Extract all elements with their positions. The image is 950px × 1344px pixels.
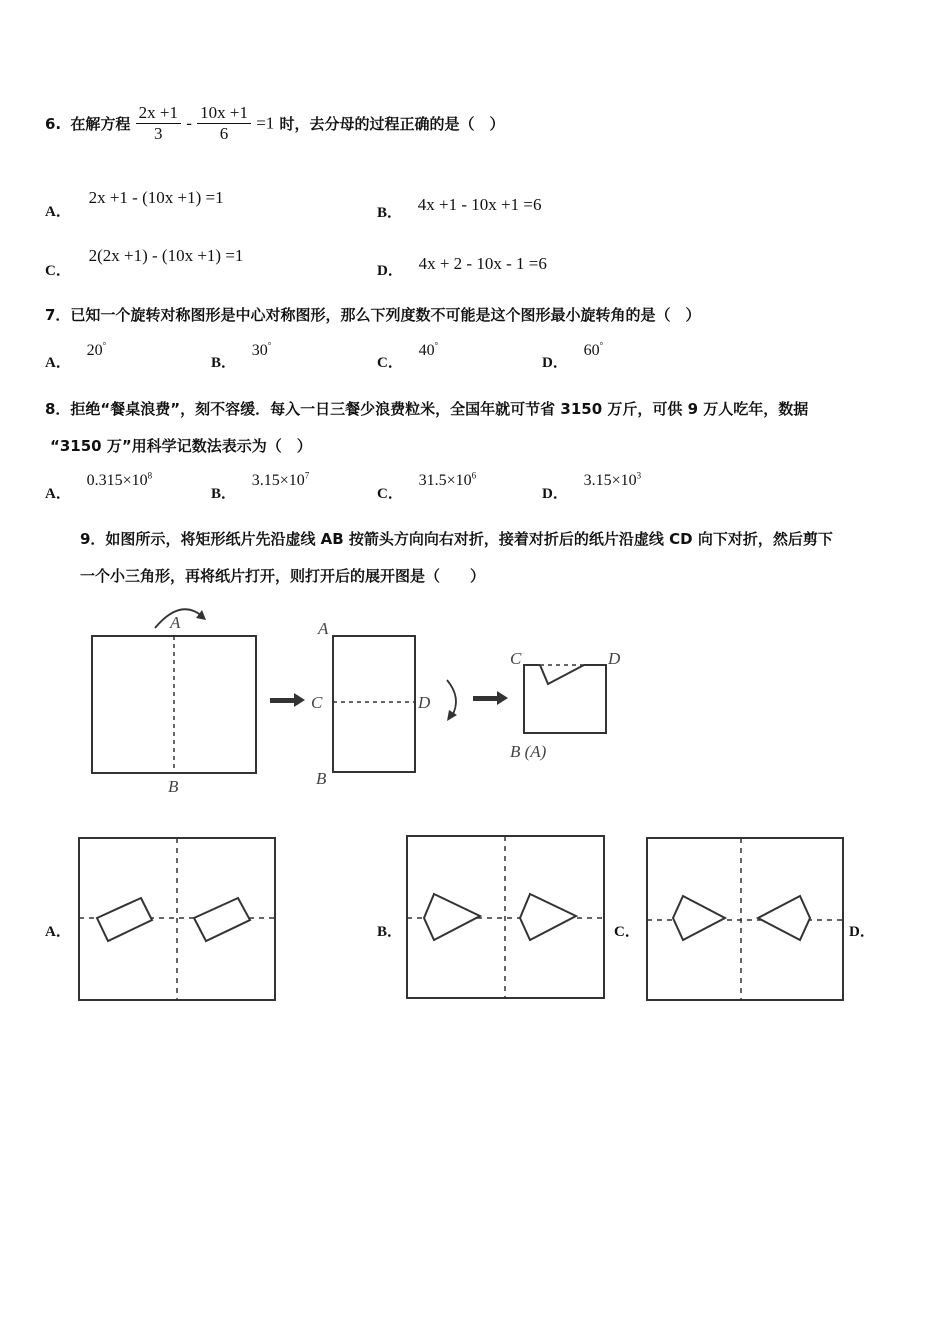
q9-option-a-left-shape xyxy=(97,898,152,941)
q8-option-d-exp: 3 xyxy=(636,471,642,481)
q8-option-c-value xyxy=(419,472,477,489)
fold-step2-label-b: B xyxy=(316,769,327,788)
q8-option-a-label: A． xyxy=(45,486,71,502)
q8-option-a[interactable] xyxy=(45,471,152,503)
fold-step2-label-c: C xyxy=(311,693,323,712)
fold-step3-outline xyxy=(524,665,606,733)
q7-option-c-value xyxy=(419,342,439,359)
fold-step2-sheet xyxy=(333,636,415,772)
q7-option-a-label: A． xyxy=(45,355,71,371)
q9-option-a-right-shape xyxy=(194,898,250,941)
q8-option-b-exp: 7 xyxy=(304,471,310,481)
q8-option-d-value xyxy=(584,472,642,489)
fold-step3-label-ba: B (A) xyxy=(510,742,547,761)
q9-option-b-figure[interactable] xyxy=(407,836,604,998)
fold-curved-arrow-right-head xyxy=(196,610,206,620)
q6-option-a[interactable] xyxy=(45,188,224,221)
q6-rhs: =1 xyxy=(256,113,275,133)
q9-option-d-label[interactable]: D． xyxy=(849,924,875,940)
fold-step2-label-a: A xyxy=(318,619,329,638)
q7-option-a-value xyxy=(87,342,107,359)
q7-option-b-number: 30 xyxy=(251,342,268,360)
q8-option-b-label: B． xyxy=(211,486,237,502)
q9-option-c-label[interactable]: C． xyxy=(614,924,640,940)
fold-label-a: A xyxy=(170,613,181,632)
q7-option-d-value xyxy=(584,342,604,359)
q7-option-c-label: C． xyxy=(377,355,403,371)
q6-frac1-numerator: 2x +1 xyxy=(136,103,181,124)
fold-step1-sheet xyxy=(92,636,256,773)
q6-minus: - xyxy=(186,113,192,133)
q8-option-a-exp: 8 xyxy=(147,471,153,481)
q6-fraction-2 xyxy=(197,103,251,144)
q9-stem-line1: 9．如图所示，将矩形纸片先沿虚线 AB 按箭头方向向右对折，接着对折后的纸片沿虚线 CD 向下对折，然后剪下 xyxy=(80,530,833,548)
q7-option-d-number: 60 xyxy=(583,342,600,360)
fold-step3-label-c: C xyxy=(510,649,522,668)
q7-option-a-number: 20 xyxy=(86,342,103,360)
q6-option-a-expr: 2x +1 - (10x +1) =1 xyxy=(88,188,224,207)
q6-option-d-expr: 4x + 2 - 10x - 1 =6 xyxy=(418,254,547,273)
q9-option-b-label[interactable]: B． xyxy=(377,924,403,940)
thick-arrow-2-head xyxy=(497,691,508,705)
q7-option-b-unit: ° xyxy=(267,341,272,351)
q7-option-c[interactable] xyxy=(377,341,438,372)
q6-option-a-label: A． xyxy=(45,204,71,220)
q8-option-c-mantissa: 31.5×10 xyxy=(418,472,472,490)
q8-option-d-mantissa: 3.15×10 xyxy=(583,472,637,490)
q9-option-d-figure[interactable] xyxy=(647,838,843,1000)
q6-stem xyxy=(45,103,505,144)
q6-option-c-label: C． xyxy=(45,263,71,279)
q9-options-figure xyxy=(0,830,950,1010)
q6-suffix: 时，去分母的过程正确的是（ ） xyxy=(279,115,505,133)
q8-option-a-value xyxy=(87,472,153,489)
fold-curved-arrow-down xyxy=(447,680,456,716)
q8-stem-line2: “3150 万”用科学记数法表示为（ ） xyxy=(50,437,312,455)
thick-arrow-1-head xyxy=(294,693,305,707)
q6-option-d[interactable] xyxy=(377,254,547,280)
q6-prefix: 在解方程 xyxy=(70,115,131,133)
q9-option-b-left-shape xyxy=(424,894,480,940)
q6-frac2-denominator: 6 xyxy=(219,124,229,143)
q9-option-d-right-shape xyxy=(758,896,810,940)
q7-option-c-number: 40 xyxy=(418,342,435,360)
q7-option-a[interactable] xyxy=(45,341,106,372)
q6-option-b[interactable] xyxy=(377,195,541,222)
thick-arrow-1-shaft xyxy=(270,698,294,703)
thick-arrow-2-shaft xyxy=(473,696,497,701)
fold-step2-label-d: D xyxy=(418,693,431,712)
q9-stem-line2: 一个小三角形，再将纸片打开，则打开后的展开图是（ ） xyxy=(80,567,486,585)
q9-option-b-right-shape xyxy=(520,894,576,940)
q8-option-b-mantissa: 3.15×10 xyxy=(251,472,305,490)
q8-option-b[interactable] xyxy=(211,471,309,503)
q9-option-d-left-shape xyxy=(673,896,725,940)
q6-frac1-denominator: 3 xyxy=(154,124,163,143)
q7-option-d-unit: ° xyxy=(599,341,604,351)
q8-option-c-label: C． xyxy=(377,486,403,502)
q6-option-c[interactable] xyxy=(45,246,243,280)
fold-label-b: B xyxy=(168,777,179,796)
q7-option-d-label: D． xyxy=(542,355,568,371)
q7-stem: 7．已知一个旋转对称图形是中心对称图形，那么下列度数不可能是这个图形最小旋转角的是（ ） xyxy=(45,306,701,324)
q7-option-d[interactable] xyxy=(542,341,603,372)
q8-option-c-exp: 6 xyxy=(471,471,477,481)
q8-option-a-mantissa: 0.315×10 xyxy=(86,472,148,490)
q6-option-b-expr: 4x +1 - 10x +1 =6 xyxy=(417,195,542,214)
q8-option-c[interactable] xyxy=(377,471,476,503)
q6-option-c-expr: 2(2x +1) - (10x +1) =1 xyxy=(88,246,244,265)
q9-option-a-figure[interactable] xyxy=(79,838,275,1000)
q8-option-d-label: D． xyxy=(542,486,568,502)
q7-option-b-value xyxy=(252,342,272,359)
q6-frac2-numerator: 10x +1 xyxy=(197,103,251,124)
q8-stem-line1: 8．拒绝“餐桌浪费”，刻不容缓．每入一日三餐少浪费粒米，全国年就可节省 3150 万斤，可供 9 万人吃年，数据 xyxy=(45,400,809,418)
q7-option-c-unit: ° xyxy=(434,341,439,351)
q6-number: 6. xyxy=(45,114,62,133)
q8-option-d[interactable] xyxy=(542,471,641,503)
fold-curved-arrow-down-head xyxy=(447,710,457,721)
q9-option-a-label[interactable]: A． xyxy=(45,924,71,940)
q7-option-a-unit: ° xyxy=(102,341,107,351)
q7-option-b[interactable] xyxy=(211,341,271,372)
q9-folding-figure xyxy=(0,600,950,800)
q6-fraction-1 xyxy=(136,103,181,144)
q8-option-b-value xyxy=(252,472,310,489)
q6-option-b-label: B． xyxy=(377,205,403,221)
q6-option-d-label: D． xyxy=(377,263,403,279)
fold-step3-label-d: D xyxy=(608,649,621,668)
q7-option-b-label: B． xyxy=(211,355,237,371)
